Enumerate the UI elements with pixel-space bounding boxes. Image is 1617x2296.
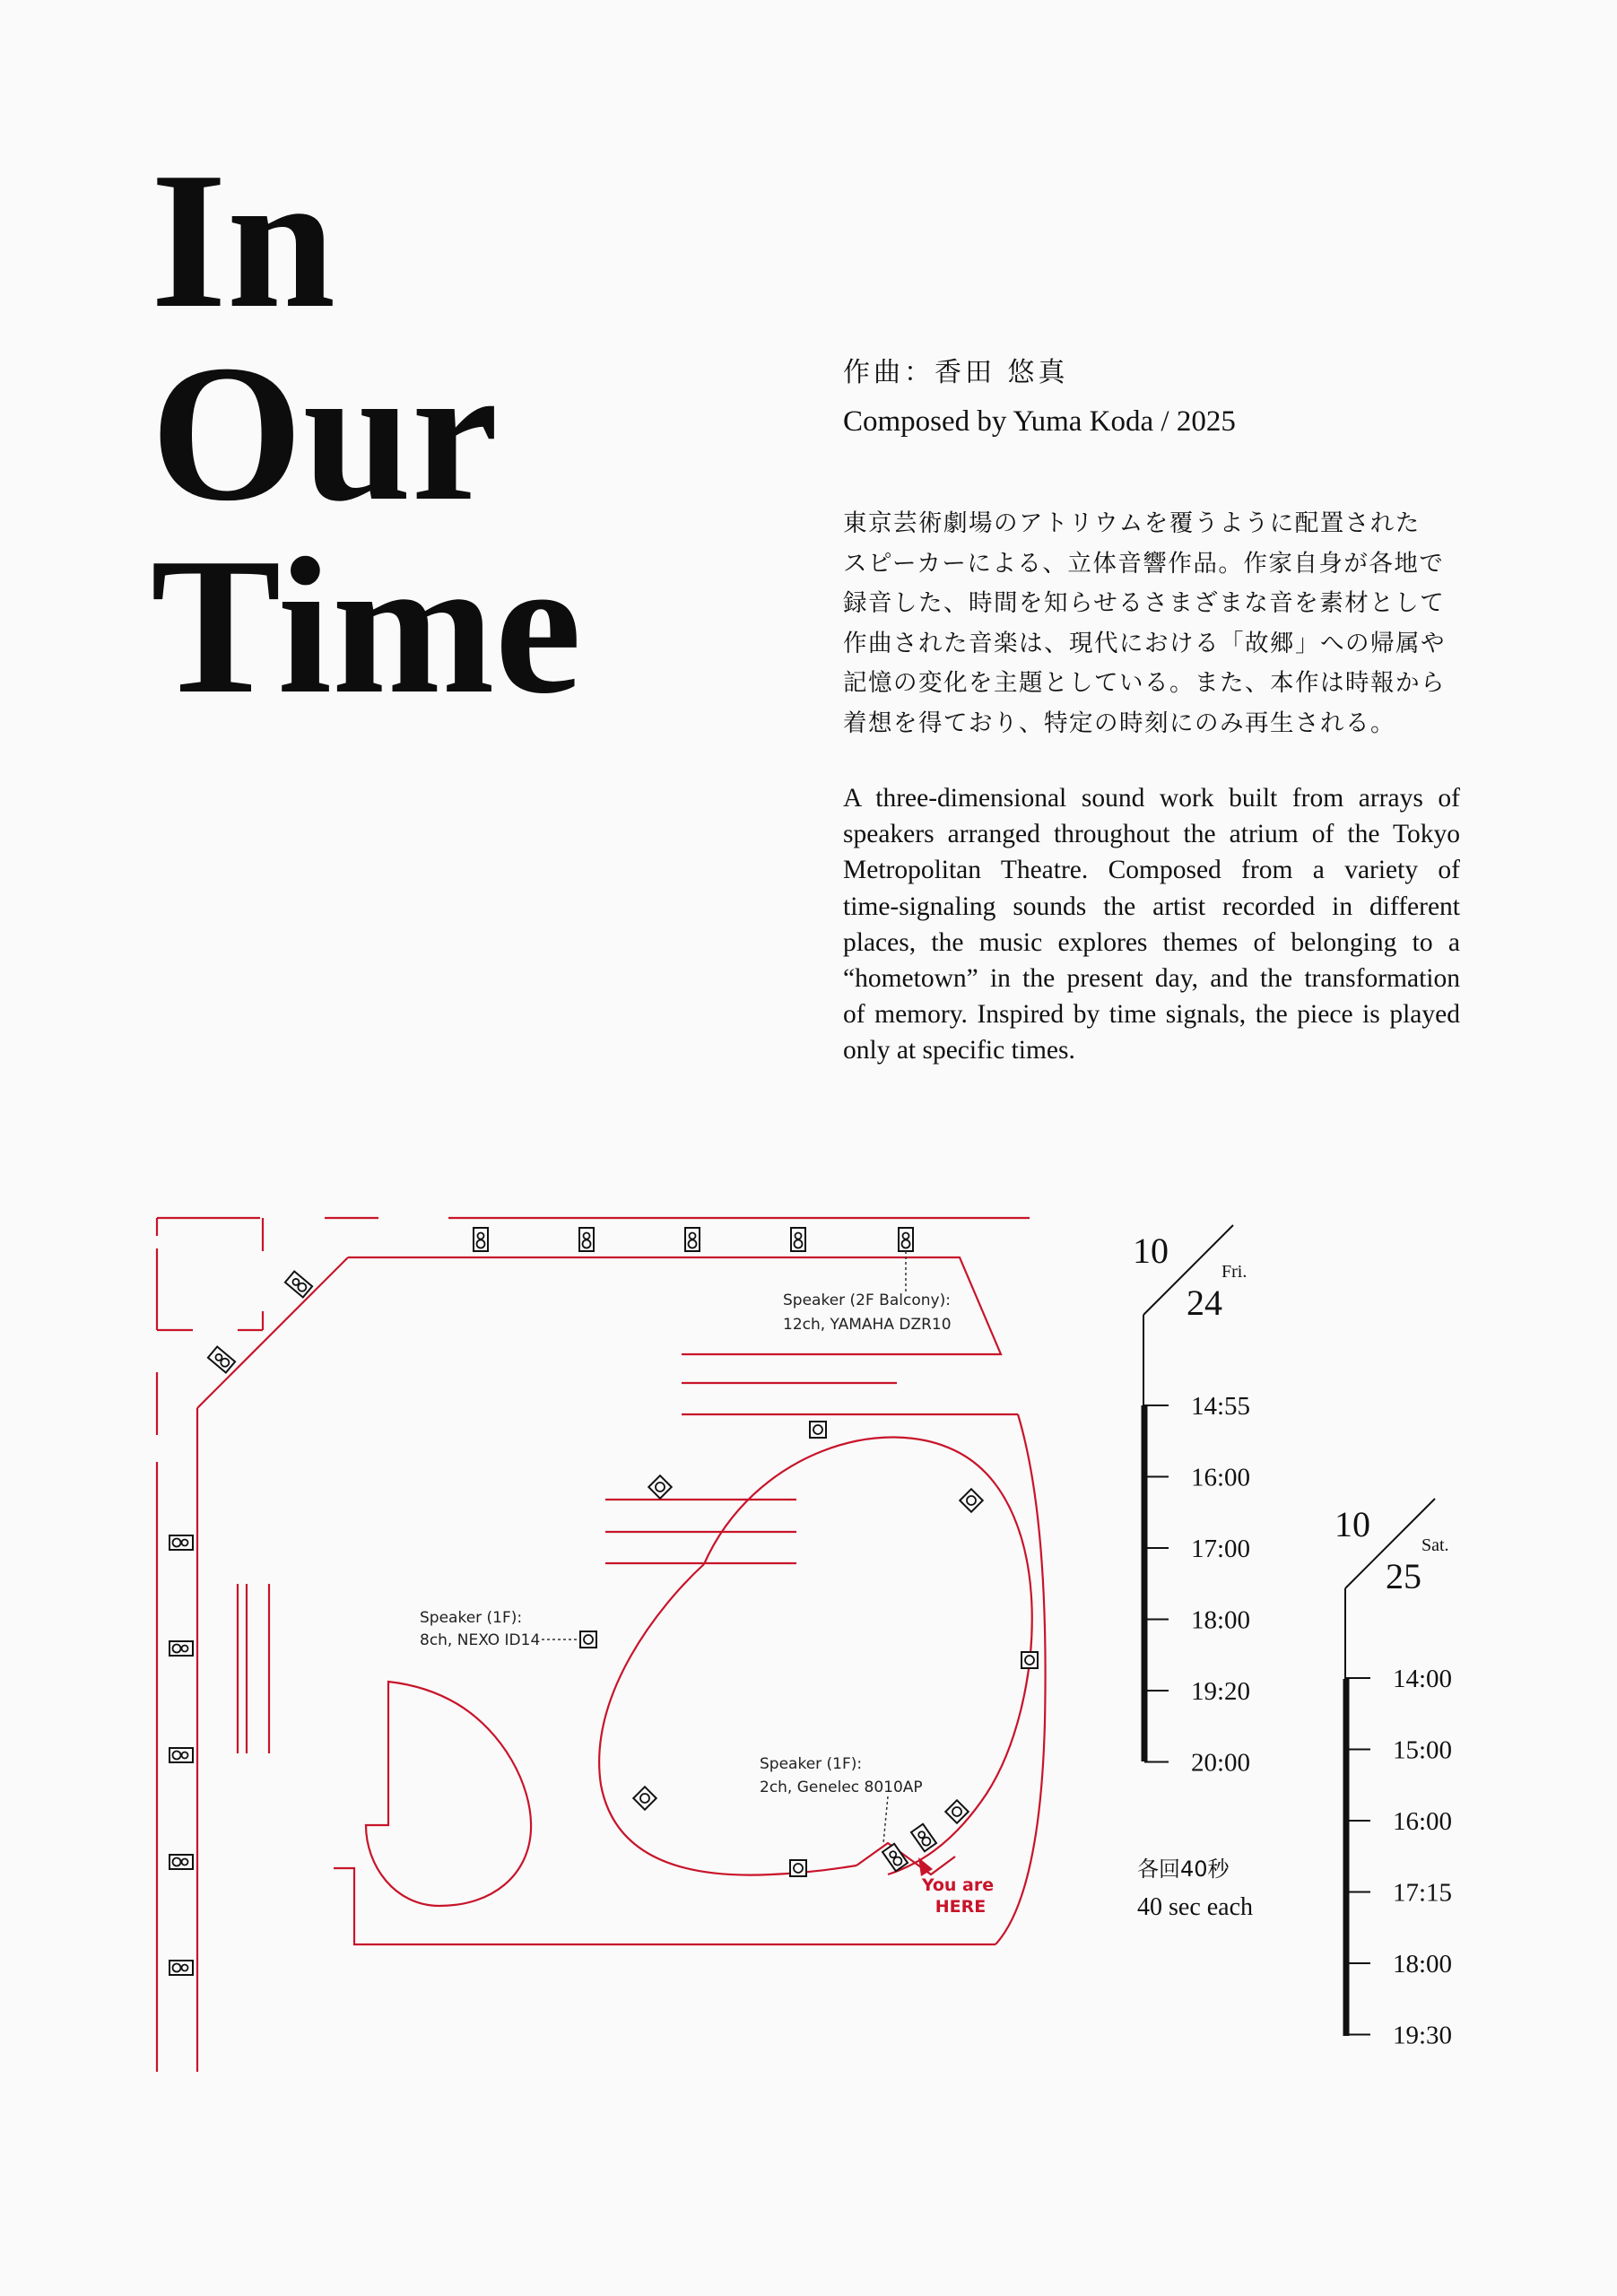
description-en-line: Metropolitan Theatre. Composed from a variety of xyxy=(843,856,1460,885)
genelec-speaker-label: Speaker (1F): xyxy=(760,1755,863,1773)
day2-day: 25 xyxy=(1386,1556,1421,1596)
day1-ticks xyxy=(1144,1405,1169,1762)
day2-time-label: 18:00 xyxy=(1393,1950,1453,1979)
description-en-line: A three-dimensional sound work built from arrays of xyxy=(843,784,1460,813)
day1-time-label: 14:55 xyxy=(1191,1392,1251,1421)
schedule-day-1 xyxy=(1133,1225,1250,1778)
description-en-line: time-signaling sounds the artist recorded in different xyxy=(843,891,1460,921)
day2-time-label: 19:30 xyxy=(1393,2021,1453,2050)
duration-ja: 各回40秒 xyxy=(1137,1857,1230,1882)
duration-en: 40 sec each xyxy=(1137,1893,1254,1921)
genelec-speaker-detail: 2ch, Genelec 8010AP xyxy=(760,1779,923,1796)
description-ja-line: 録音した、時間を知らせるさまざまな音を素材として xyxy=(843,589,1446,617)
nexo-speaker-detail: 8ch, NEXO ID14 xyxy=(420,1631,541,1649)
you-are-here-label-2: HERE xyxy=(935,1897,987,1917)
nexo-speaker-label: Speaker (1F): xyxy=(420,1609,523,1627)
description-en-line: “hometown” in the present day, and the transformation xyxy=(843,963,1460,993)
title-line-3: Time xyxy=(151,518,582,735)
day1-time-label: 20:00 xyxy=(1191,1748,1251,1778)
title-line-2: Our xyxy=(151,326,499,542)
you-are-here-label: You are xyxy=(921,1875,995,1895)
day2-time-label: 14:00 xyxy=(1393,1665,1453,1693)
day2-times xyxy=(1393,1665,1452,2050)
day1-times xyxy=(1191,1392,1250,1778)
day2-ticks xyxy=(1346,1678,1370,2035)
leader-lines xyxy=(542,1251,906,1843)
day1-day: 24 xyxy=(1187,1283,1222,1323)
speakers-nexo xyxy=(580,1422,1038,1876)
description-ja-line: 記憶の変化を主題としている。また、本作は時報から xyxy=(843,669,1446,697)
composer-credit-en: Composed by Yuma Koda / 2025 xyxy=(843,405,1236,438)
day2-time-label: 15:00 xyxy=(1393,1735,1453,1765)
day1-time-label: 16:00 xyxy=(1191,1463,1251,1492)
speakers-genelec xyxy=(882,1824,936,1871)
balcony-speaker-label: Speaker (2F Balcony): xyxy=(783,1292,951,1309)
description-en-line: of memory. Inspired by time signals, the piece is played xyxy=(843,1000,1460,1030)
day1-time-label: 19:20 xyxy=(1191,1677,1251,1706)
description-ja-line: 着想を得ており、特定の時刻にのみ再生される。 xyxy=(843,709,1395,737)
day2-time-label: 16:00 xyxy=(1393,1807,1453,1836)
description-en-line: speakers arranged throughout the atrium of the Tokyo xyxy=(843,820,1460,849)
walls xyxy=(157,1218,1046,2072)
schedule-day-2 xyxy=(1334,1499,1452,2050)
composer-credit-ja: 作曲：香田 悠真 xyxy=(843,357,1069,388)
description-en-line: places, the music explores themes of belonging to a xyxy=(843,927,1460,957)
day1-time-label: 18:00 xyxy=(1191,1605,1251,1635)
day1-month: 10 xyxy=(1133,1231,1169,1271)
day2-weekday: Sat. xyxy=(1421,1535,1449,1555)
description-ja-line: 作曲された音楽は、現代における「故郷」への帰属や xyxy=(843,629,1446,657)
day1-time-label: 17:00 xyxy=(1191,1535,1251,1563)
description-ja-line: 東京芸術劇場のアトリウムを覆うように配置された xyxy=(843,509,1421,537)
description-en-line: only at specific times. xyxy=(843,1036,1075,1065)
balcony-speaker-detail: 12ch, YAMAHA DZR10 xyxy=(783,1316,952,1334)
title-line-1: In xyxy=(151,133,336,349)
day1-weekday: Fri. xyxy=(1221,1262,1248,1282)
day2-month: 10 xyxy=(1334,1504,1370,1544)
description-ja-line: スピーカーによる、立体音響作品。作家自身が各地で xyxy=(843,549,1445,578)
day2-time-label: 17:15 xyxy=(1393,1878,1453,1908)
